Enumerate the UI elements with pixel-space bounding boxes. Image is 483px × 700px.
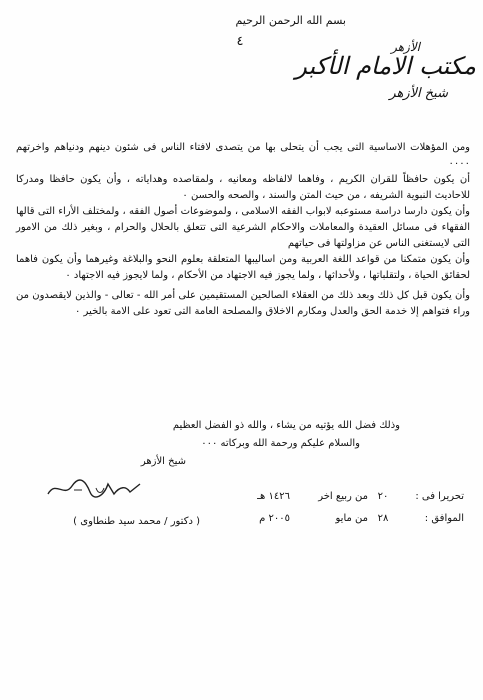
page-number: ٤: [236, 34, 244, 49]
closing-greeting: والسلام عليكم ورحمة الله وبركاته ٠٠٠: [201, 438, 360, 449]
closing-line: وذلك فضل الله يؤتيه من يشاء ، والله ذو الفضل العظيم: [172, 420, 400, 431]
basmala: بسم الله الرحمن الرحيم: [235, 14, 346, 27]
letterhead-org: الأزهر: [391, 40, 420, 54]
hijri-year: ١٤٢٦ هـ: [257, 491, 290, 502]
hijri-label: تحريرا فى :: [415, 491, 464, 502]
signature-title: شيخ الأزهر: [140, 456, 186, 467]
gregorian-day: ٢٨: [377, 513, 389, 524]
letter-body: [16, 140, 470, 320]
signature-scribble: [44, 476, 144, 502]
gregorian-year: ٢٠٠٥ م: [259, 513, 290, 524]
signatory-name: ( دكتور / محمد سيد طنطاوى ): [73, 516, 200, 527]
letterhead: [295, 40, 476, 120]
letterhead-title: شيخ الأزهر: [389, 86, 448, 101]
body-paragraph: أن يكون حافظاً للقران الكريم ، وفاهما لالفاظه ومعانيه ، ولمقاصده وهداياته ، وأن يكون حافظا ومدركا للاحاديث النبوية الشريفه ، من حيث المتن والسند ، والصحه والحسن ٠: [16, 174, 470, 201]
gregorian-month: من مايو: [335, 513, 368, 524]
hijri-day: ٢٠: [377, 491, 389, 502]
gregorian-label: الموافق :: [424, 513, 464, 524]
body-paragraph: وأن يكون قبل كل ذلك وبعد ذلك من العقلاء الصالحين المستقيمين على أمر الله - تعالى - والذين لايقصدون من وراء فتواهم إلا خدمة الحق والعدل ومكارم الاخلاق والمصلحة العامة التى تعود على الامة بالخير ٠: [16, 290, 470, 317]
body-paragraph: ومن المؤهلات الاساسية التى يجب أن يتحلى بها من يتصدى لافتاء الناس فى شئون دينهم ودنياهم واخرتهم ٠٠٠٠: [16, 142, 470, 169]
body-paragraph: وأن يكون دارسا دراسة مستوعبه لابواب الفقه الاسلامى ، ولموضوعات أصول الفقه ، ولمختلف الأراء التى قالها الفقهاء فى مسائل العقيدة والمعاملات والاحكام الشرعية التى تتعلق بالحلال والحرام ، وبغير ذلك من الامور التى لايستغنى الناس عن مزاولتها فى حياتهم: [16, 206, 470, 249]
hijri-month: من ربيع اخر: [318, 491, 368, 502]
body-paragraph: وأن يكون متمكنا من قواعد اللغة العربية ومن اساليبها المتعلقة بعلوم النحو والبلاغة وغيرهما وأن يكون فاهما لحقائق الحياة ، ولتقلباتها ، ولأحداثها ، ولما يجوز فيه الاجتهاد من الأحكام ، ولما لايجوز فيه الاجتهاد ٠: [16, 254, 470, 281]
letterhead-office: مكتب الامام الأكبر: [295, 52, 476, 80]
